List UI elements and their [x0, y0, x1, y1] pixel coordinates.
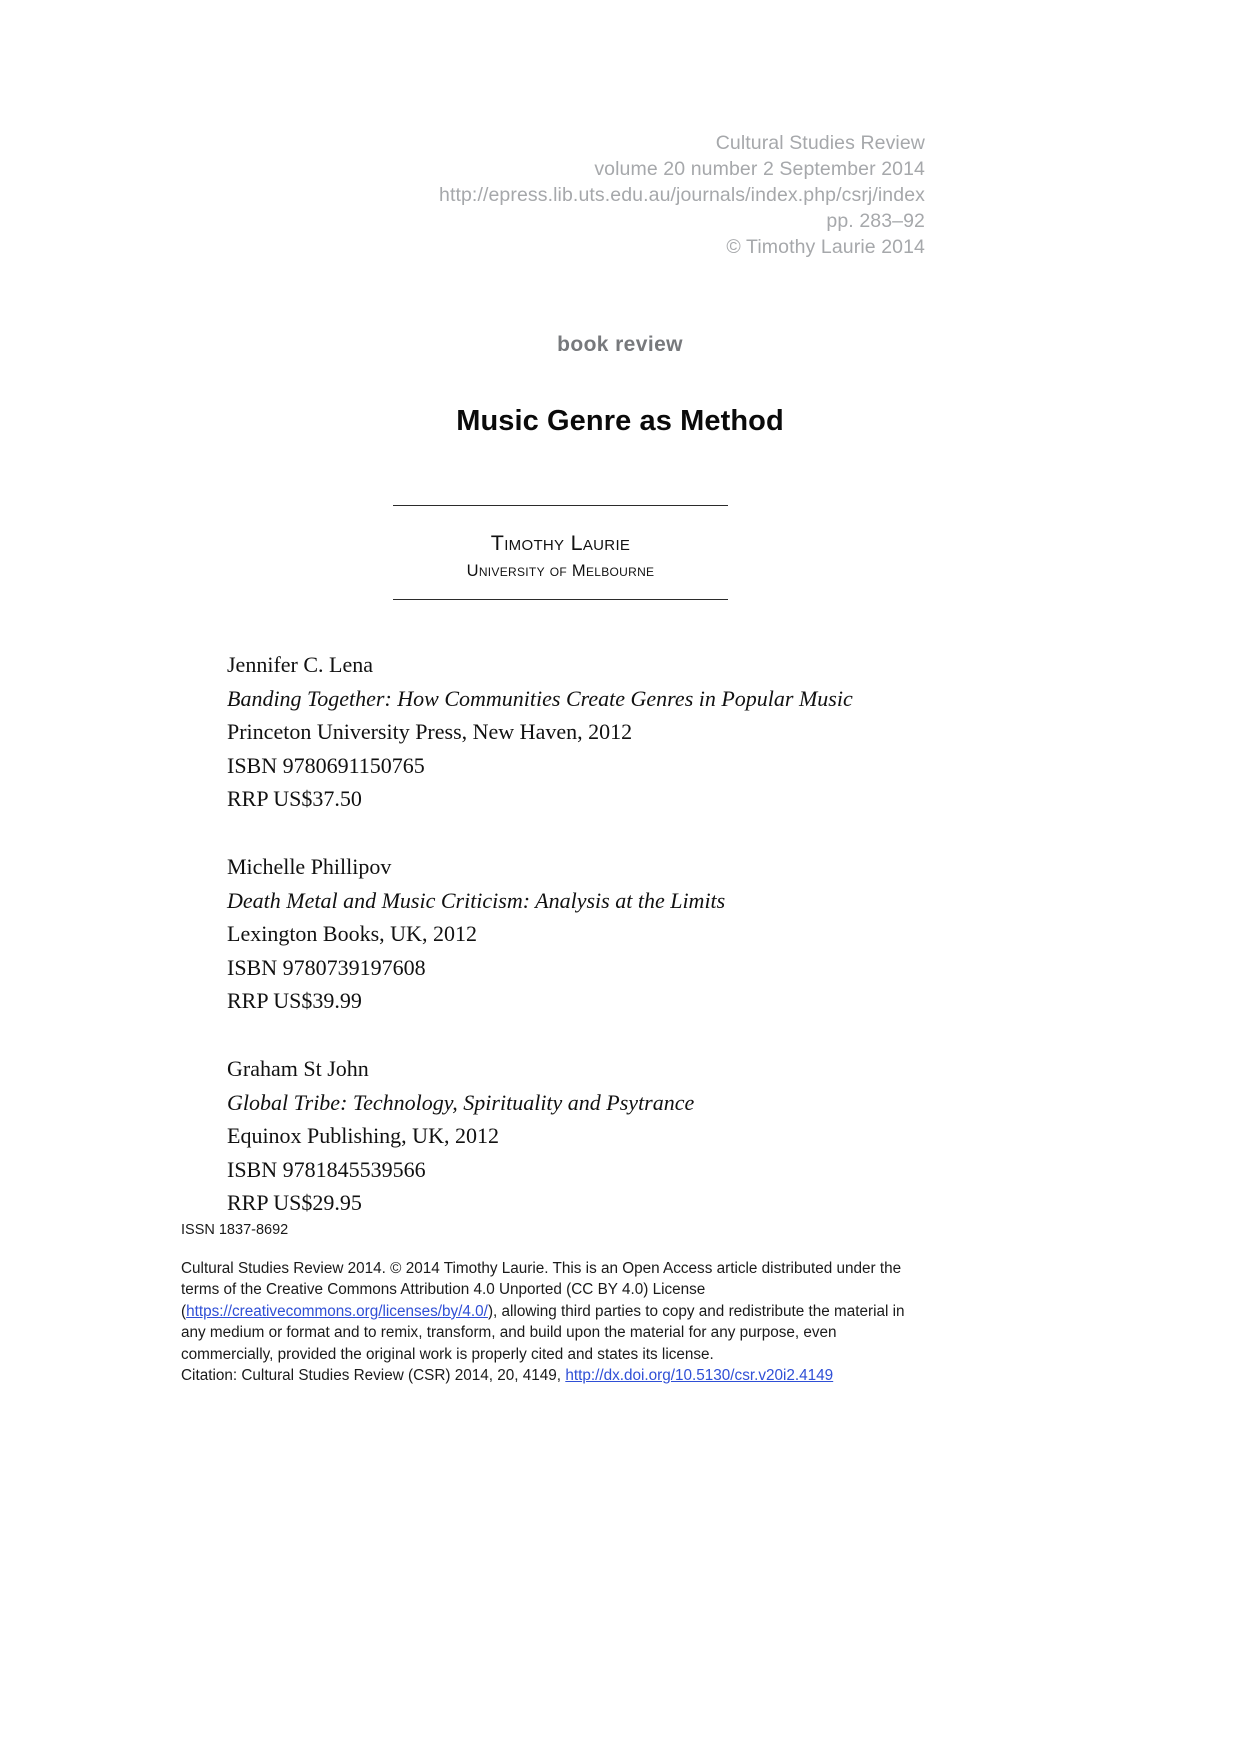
footer-issn: ISSN 1837-8692 [181, 1222, 289, 1238]
license-text-part1: Cultural Studies Review 2014. © 2014 Timothy Laurie. This is an Open Access article distributed under the terms of the Creative Commons Attribution 4.0 Unported (CC BY 4.0) License [181, 1260, 902, 1299]
journal-header [439, 130, 925, 260]
book-price: RRP US$39.99 [227, 988, 362, 1014]
creative-commons-link[interactable]: https://creativecommons.org/licenses/by/4.0/ [186, 1302, 488, 1320]
book-isbn: ISBN 9781845539566 [227, 1156, 426, 1182]
rule-bottom [393, 599, 728, 600]
section-kicker: book review [557, 333, 683, 356]
book-entry [227, 850, 927, 1018]
author-block [393, 505, 728, 600]
doi-link[interactable]: http://dx.doi.org/10.5130/csr.v20i2.4149 [565, 1367, 834, 1385]
page-title: Music Genre as Method [456, 405, 784, 437]
book-entry [227, 648, 927, 816]
book-title: Global Tribe: Technology, Spirituality and Psytrance [227, 1089, 695, 1115]
book-publisher: Lexington Books, UK, 2012 [227, 921, 477, 947]
book-entry [227, 1052, 927, 1220]
journal-name: Cultural Studies Review [715, 132, 925, 154]
book-publisher: Equinox Publishing, UK, 2012 [227, 1123, 499, 1149]
reviewed-books-list [227, 648, 927, 1220]
author-affiliation: University of Melbourne [466, 562, 655, 580]
book-isbn: ISBN 9780739197608 [227, 954, 426, 980]
book-publisher: Princeton University Press, New Haven, 2012 [227, 719, 633, 745]
author-name: Timothy Laurie [490, 531, 631, 555]
license-open-paren: ( [181, 1302, 187, 1320]
book-author: Michelle Phillipov [227, 853, 392, 879]
book-author: Jennifer C. Lena [227, 652, 373, 677]
book-isbn: ISBN 9780691150765 [227, 752, 425, 778]
book-author: Graham St John [227, 1055, 369, 1081]
footer-citation [181, 1365, 931, 1386]
journal-volume-issue: volume 20 number 2 September 2014 [594, 158, 925, 180]
license-text-part2: ), allowing third parties to copy and redistribute the material in any medium or format and to remix, transform, and build upon the material for any purpose, even commercially, provided the original work is properly cited and states its license. [181, 1302, 905, 1363]
journal-page-range: pp. 283–92 [826, 210, 925, 232]
footer-license-block [181, 1258, 931, 1386]
book-title: Death Metal and Music Criticism: Analysis at the Limits [227, 887, 726, 913]
journal-copyright: © Timothy Laurie 2014 [726, 236, 925, 258]
book-title: Banding Together: How Communities Create Genres in Popular Music [227, 685, 853, 711]
citation-prefix: Citation: Cultural Studies Review (CSR) 2014, 20, 4149, [181, 1367, 566, 1385]
journal-url: http://epress.lib.uts.edu.au/journals/index.php/csrj/index [439, 184, 925, 206]
book-price: RRP US$37.50 [227, 786, 362, 812]
book-price: RRP US$29.95 [227, 1190, 362, 1216]
